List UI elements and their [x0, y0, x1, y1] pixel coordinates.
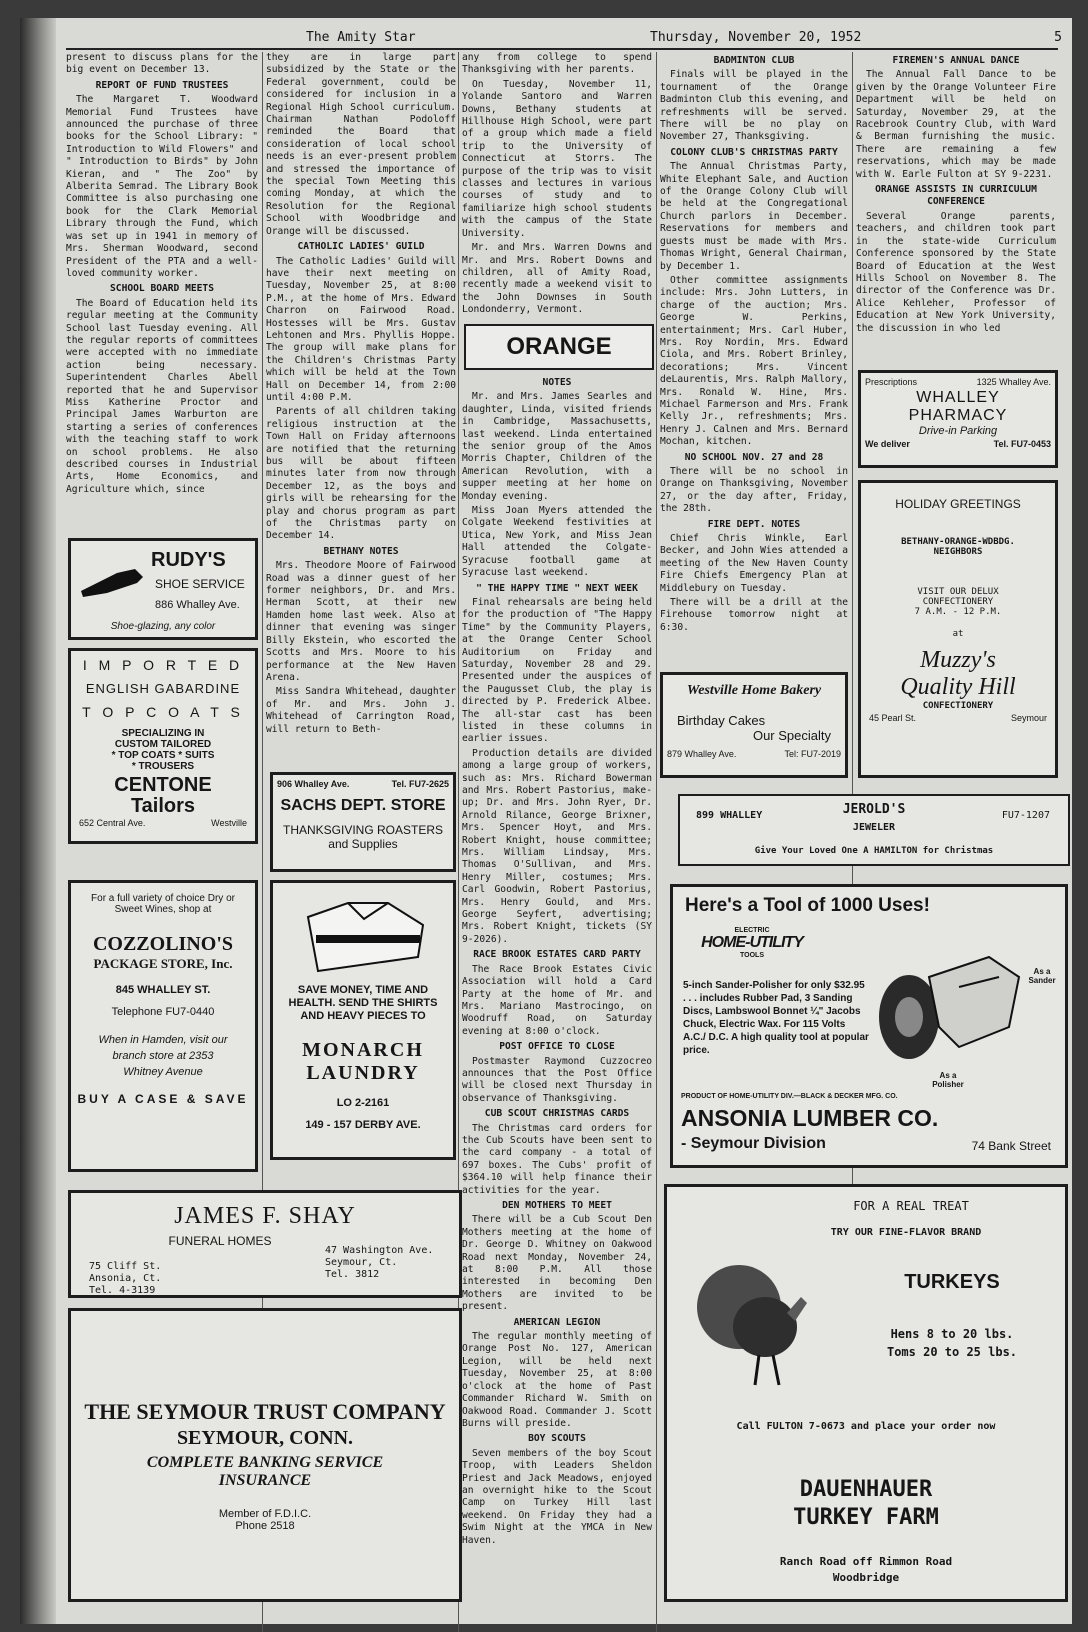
ad-line: Birthday Cakes [677, 713, 766, 728]
article-text: The Christmas card orders for the Cub Scouts have been sent to the card company - a total of 697 boxes. The Cubs' profit of $364.10 will help finance their activities for the year. [462, 1122, 652, 1196]
ad-line: Toms 20 to 25 lbs. [886, 1345, 1018, 1359]
logo-line: TOOLS [740, 952, 764, 959]
ad-line: Our Specialty [752, 728, 831, 743]
article-text: Finals will be played in the tournament of the Orange Badminton Club this evening, and refreshments will be served. There will be no play on November 27, Thanksgiving. [660, 69, 848, 143]
ad-address: 845 WHALLEY ST. [115, 984, 211, 996]
article-text: The Catholic Ladies' Guild will have their next meeting on Tuesday, November 25, at 8:00 P.M., at the home of Mrs. Edward Charron on Fairwood Road. Hostesses will be Mrs. Gustav Lehtonen and Mrs. Phyllis Hoppe. The group will make plans for the Children's Christmas Party which will be held at the Town Hall on December 14, from 2:00 until 4:00 P.M. [266, 255, 456, 403]
article-text: There will be a drill at the Firehouse tomorrow night at 6:30. [660, 597, 848, 633]
ad-address: 149 - 157 DERBY AVE. [305, 1119, 421, 1131]
ad-title: Quality Hill [900, 674, 1016, 700]
ad-phone: Phone 2518 [235, 1520, 295, 1532]
ad-address: 75 Cliff St. [89, 1261, 162, 1272]
header-rule [66, 48, 1058, 50]
ad-title: SACHS DEPT. STORE [280, 797, 446, 814]
article-text: The Annual Christmas Party, White Elephant Sale, and Auction of the Orange Colony Club will be held at the Congregational Church parlors in December. Reservations for members and guests must be made with Mrs. Thomas Wright, General Chairman, by December 1. [660, 161, 848, 272]
article-text: On Tuesday, November 11, Yolande Santoro and Warren Downs, Bethany students at Hillhouse High School, were part of a group which made a field trip to the University of Connecticut at Storrs. The purpose of the trip was to visit classes and lectures in various courses of study and to familiarize high school students with the campus of the State University. [462, 78, 652, 239]
column-1 [66, 52, 258, 538]
ad-title: Muzzy's [920, 647, 996, 673]
ad-phone: Tel. FU7-2625 [391, 779, 449, 789]
ad-header-row [861, 373, 1055, 387]
article-text: Seven members of the boy Scout Troop, with Leaders Sheldon Priest and Jack Meadows, enjoyed an overnight hike to the Scout Camp on Turkey Hill last weekend. On Friday they had a Swim Night at the YMCA in New Haven. [462, 1447, 652, 1546]
ad-muzzys-quality-hill [858, 480, 1058, 778]
newspaper-page [20, 18, 1072, 1624]
ad-address: 652 Central Ave. [79, 818, 146, 828]
column-2 [266, 52, 456, 735]
ad-line: I M P O R T E D [82, 657, 244, 673]
ad-whalley-pharmacy [858, 370, 1058, 468]
ad-title: TURKEYS [904, 1271, 1000, 1293]
ad-line: SPECIALIZING IN [121, 728, 205, 739]
ad-line: Prescriptions [865, 377, 918, 387]
issue-date: Thursday, November 20, 1952 [650, 30, 862, 45]
article-text: The Annual Fall Dance to be given by the Orange Volunteer Fire Department will be held on Saturday, November 29, at the Racebrook Country Club, with Ward & Berman furnishing the music. There are remaining a few reservations, which may be made with W. Earle Fulton at SY 9-2231. [856, 69, 1056, 180]
ad-address-row [71, 818, 255, 828]
ad-line: Member of F.D.I.C. [218, 1508, 312, 1520]
ad-title: WHALLEY [916, 389, 1000, 406]
page-number: 5 [1054, 30, 1062, 45]
article-text: Parents of all children taking religious instruction at the Town Hall on Friday afternoons are notified that the returning bus will be about fifteen minutes later from now through December 12, as the boys and girls will be rehearsing for the play and chorus program as part of the Christmas party on December 14. [266, 406, 456, 542]
ad-address-row [861, 711, 1055, 723]
ad-title: MONARCH [302, 1039, 424, 1061]
home-utility-logo [697, 927, 807, 971]
article-text: The Race Brook Estates Civic Association will hold a Card Party at the home of Mr. and Mrs. Mariano Mastrocingo, on Woodruff Road, on Saturday evening at 8:00 o'clock. [462, 963, 652, 1037]
ad-line: Call FULTON 7-0673 and place your order now [736, 1421, 996, 1432]
ad-address: 886 Whalley Ave. [155, 599, 240, 611]
article-text: any from college to spend Thanksgiving with her parents. [462, 52, 652, 76]
ad-westville-home-bakery [660, 672, 848, 778]
ad-line: ENGLISH GABARDINE [85, 681, 241, 696]
ad-address-row [663, 743, 845, 759]
turkey-icon [689, 1247, 819, 1397]
ad-town: Woodbridge [832, 1571, 900, 1584]
ad-line: at [952, 629, 964, 639]
ad-line: T O P C O A T S [82, 704, 244, 720]
ad-tagline: BUY A CASE & SAVE [77, 1092, 249, 1106]
ad-line: For a full variety of choice Dry or Sweet Wines, shop at [91, 893, 235, 915]
headline: SCHOOL BOARD MEETS [110, 283, 214, 295]
ad-address: Ansonia, Ct. [89, 1273, 162, 1284]
ad-address-seymour [325, 1245, 433, 1281]
ad-phone: Telephone FU7-0440 [111, 1006, 215, 1018]
ad-phone: Tel. 3812 [325, 1269, 380, 1280]
article-text: Final rehearsals are being held for the production of "The Happy Time" by the Community Players, at the Orange Center School Auditorium on Friday and Saturday, November 28 and 29. Presented under the auspices of the Paugusset Club, the play is directed by P. Frederick Albee. The all-star cast has been listed in these columns in earlier issues. [462, 596, 652, 745]
article-text: Chief Chris Winkle, Earl Becker, and John Wies attended a meeting of the New Haven County Fire Chiefs Emergency Plan at Middlebury on Tuesday. [660, 533, 848, 594]
article-text: Mr. and Mrs. Warren Downs and Mr. and Mrs. Robert Downs and children, all of Amity Road, recently made a weekend visit to the John Downses in South Londonderry, Vermont. [462, 242, 652, 316]
ad-subtitle: SEYMOUR, CONN. [176, 1427, 354, 1449]
page-header [66, 26, 1062, 48]
ad-address-ansonia [89, 1261, 161, 1297]
ad-line: SAVE MONEY, TIME AND HEALTH. SEND THE SHIRTS AND HEAVY PIECES TO [288, 984, 438, 1022]
ad-footer-row [861, 437, 1055, 449]
headline: FIREMEN'S ANNUAL DANCE [892, 55, 1020, 66]
article-text: Miss Joan Myers attended the Colgate Weekend festivities at Utica, New York, and Miss Jean Hall attended the Colgate-Syracuse football game at Syracuse last weekend. [462, 505, 652, 579]
ad-line: CUSTOM TAILORED [114, 739, 212, 750]
ad-line: VISIT OUR DELUX CONFECTIONERY [917, 587, 999, 607]
ad-title: Here's a Tool of 1000 Uses! [685, 895, 930, 916]
ad-line: COMPLETE BANKING SERVICE [146, 1454, 384, 1471]
headline: NO SCHOOL NOV. 27 and 28 [684, 451, 824, 463]
ad-town: Seymour [1010, 713, 1047, 723]
sander-polisher-icon [869, 927, 1029, 1077]
article-text: Postmaster Raymond Cuzzocreo announces that the Post Office will be closed next Thursday in observance of Thanksgiving. [462, 1055, 652, 1104]
ad-dauenhauer-turkey-farm [664, 1184, 1068, 1602]
ad-tagline: Give Your Loved One A HAMILTON for Christmas [754, 846, 994, 856]
ad-label: As a Sander [1028, 967, 1056, 985]
binding-gutter [20, 18, 56, 1624]
ad-line: When in Hamden, visit our branch store at 2353 Whitney Avenue [98, 1034, 228, 1078]
ad-address: 899 WHALLEY [696, 810, 763, 821]
ad-subtitle: PACKAGE STORE, Inc. [93, 956, 233, 971]
article-text: Other committee assignments include: Mrs. John Lutters, in charge of the auction; Mrs. George W. Perkins, entertainment; Mrs. Carl Huber, Mrs. Roy Nordin, Mrs. Edward Ciola, and Mrs. Robert Brinley, decorations; Mrs. Vincent deLaurentis, Mrs. Ralph Mallory, Mrs. Ronald W. Hine, Mrs. Michael Farmerson and Mrs. Frank Kelly Jr., refreshments; Mrs. Henry J. Calnen and Mrs. Bernard Mochan, kitchen. [660, 274, 848, 448]
ad-line: SHOE SERVICE [155, 577, 245, 591]
ad-seymour-trust-company [68, 1308, 462, 1602]
ad-address: 906 Whalley Ave. [277, 779, 350, 789]
article-text: There will be no school in Orange on Thanksgiving, November 27, or the day after, Friday, the 28th. [660, 466, 848, 515]
headline: POST OFFICE TO CLOSE [499, 1041, 615, 1053]
ad-title: JEROLD'S [842, 802, 906, 817]
ad-line: BETHANY-ORANGE-WDBDG. NEIGHBORS [901, 537, 1015, 557]
ad-phone: FU7-1207 [1001, 810, 1050, 821]
ad-title: PHARMACY [908, 407, 1008, 424]
ad-line: PRODUCT OF HOME-UTILITY DIV.—BLACK & DECKER MFG. CO. [681, 1093, 898, 1100]
ad-line: We deliver [865, 439, 910, 449]
article-text: Several Orange parents, teachers, and children took part in the state-wide Curriculum Conference sponsored by the State Board of Education at the West Hills School on November 8. The director of the Conference was Dr. Alice Kehleher, Professor of Education at New York University, the discussion in who led [856, 210, 1056, 334]
article-text: The Margaret T. Woodward Memorial Fund Trustees have announced the purchase of three books for the School Library: " Introduction to Wild Flowers" and " Introduction to Birds" by John Kieran, and " The Zoo" by Alberita Semrad. The Library Book Committee is also purchasing one book for the Clark Memorial Library through the Fund, which was set up in 1941 in memory of Mrs. Sherman Woodward, second President of the PTA and a well-loved community worker. [66, 94, 258, 279]
ad-line: INSURANCE [218, 1472, 312, 1489]
headline: REPORT OF FUND TRUSTEES [95, 79, 229, 91]
ad-sachs-dept-store [270, 772, 456, 872]
ad-address: 1325 Whalley Ave. [976, 377, 1051, 387]
logo-line: HOME-UTILITY [701, 934, 803, 951]
ad-title: THE SEYMOUR TRUST COMPANY [84, 1399, 446, 1424]
ad-title: COZZOLINO'S [92, 933, 234, 955]
ad-tagline: Shoe-glazing, any color [110, 621, 216, 632]
ad-line: 7 A.M. - 12 P.M. [914, 607, 1002, 617]
ad-line: * TROUSERS [131, 761, 195, 772]
ad-title: JAMES F. SHAY [174, 1203, 356, 1229]
ad-address: 879 Whalley Ave. [667, 749, 737, 759]
column-divider [656, 52, 657, 1632]
ad-town: Westville [211, 818, 247, 828]
section-title-orange: ORANGE [464, 324, 654, 370]
column-5 [856, 52, 1056, 362]
ad-line: and Supplies [328, 837, 398, 851]
ad-address: 47 Washington Ave. [325, 1245, 434, 1256]
article-text: Production details are divided among a large group of workers, such as: Mrs. Richard Bowerman and Mrs. Robert Pastorius, make-up; Dr. and Mrs. John Ryer, Dr. Arnold Rilance, George Brixner, Mrs. Spencer Hoyt, and Mrs. Robert Knight, house committee; Mrs. William Lindsay, Mrs. Thomas O'Sullivan, and Mrs. Henry Miller, costumes; Mrs. Carl Goodwin, Robert Pastorius, Mrs. Henry Gould, and Mrs. George Seyfert, advertising; Mrs. Robert Knight, tickets (SY 9-2026). [462, 747, 652, 945]
ad-ansonia-lumber [670, 884, 1068, 1168]
headline: BETHANY NOTES [323, 545, 399, 557]
article-text: The Board of Education held its regular meeting at the Community School last Tuesday evening. All the regular reports of committees were accepted with no immediate action being necessary. Superintendent Charles Abell reported that he and Supervisor Miss Katherine Proctor and Principal James Warburton are starting a series of conferences with the teaching staff to work on school problems. He also described courses in Industrial Arts, Home Economics, and Agriculture which, since [66, 297, 258, 495]
headline: ORANGE ASSISTS IN CURRICULUM CONFERENCE [875, 184, 1037, 208]
ad-address-row [273, 775, 453, 789]
article-text: Mr. and Mrs. James Searles and daughter, Linda, visited friends in Cambridge, Massachusetts, last weekend. Linda entertained the senior group of the Amos Morris Chapter, Children of the American Revolution, with a supper meeting at her home on Monday evening. [462, 391, 652, 502]
ad-title: LAUNDRY [306, 1062, 420, 1084]
headline: COLONY CLUB'S CHRISTMAS PARTY [670, 146, 838, 158]
headline: NOTES [542, 377, 572, 388]
paper-name: The Amity Star [306, 30, 416, 45]
ad-line: CONFECTIONERY [922, 701, 994, 711]
ad-title: Tailors [130, 795, 196, 817]
ad-title: RUDY'S [151, 549, 226, 571]
ad-phone: Tel. FU7-0453 [993, 439, 1051, 449]
logo-line: ELECTRIC [734, 927, 770, 934]
headline: RACE BROOK ESTATES CARD PARTY [473, 949, 641, 961]
ad-james-f-shay-funeral-homes [68, 1190, 462, 1298]
headline: BOY SCOUTS [528, 1433, 586, 1445]
ad-title: TURKEY FARM [793, 1505, 939, 1530]
headline: CATHOLIC LADIES' GUILD [297, 241, 425, 253]
article-text: The regular monthly meeting of Orange Post No. 127, American Legion, will be held next Tuesday, November 25, at 8:00 o'clock at the home of Past Commander Richard W. Smith on Oakwood Road. Commander J. Scott Burns will preside. [462, 1331, 652, 1429]
ad-line: FOR A REAL TREAT [853, 1199, 969, 1213]
column-3-top [462, 52, 652, 320]
headline: BADMINTON CLUB [713, 55, 795, 66]
article-text: There will be a Cub Scout Den Mothers meeting at the home of Dr. George D. Whitney on Oakwood Road next Monday, November 24, at 8:00 P.M. All those interested in becoming Den Mothers are invited to be present. [462, 1214, 652, 1313]
article-text: present to discuss plans for the big event on December 13. [66, 52, 258, 76]
article-text: Miss Sandra Whitehead, daughter of Mr. and Mrs. John J. Whitehead of Carrington Road, will return to Beth- [266, 686, 456, 735]
ad-title: CENTONE [114, 774, 212, 796]
ad-centone-tailors [68, 648, 258, 844]
ad-subtitle: - Seymour Division [681, 1135, 826, 1152]
ad-line: Drive-in Parking [918, 425, 998, 437]
ad-monarch-laundry [270, 880, 456, 1160]
headline: FIRE DEPT. NOTES [707, 518, 801, 530]
ad-title: ANSONIA LUMBER CO. [681, 1105, 939, 1131]
ad-title: Westville Home Bakery [686, 683, 822, 698]
headline: DEN MOTHERS TO MEET [502, 1200, 612, 1211]
ad-title: DAUENHAUER [799, 1477, 933, 1502]
ad-subtitle: FUNERAL HOMES [168, 1234, 272, 1248]
ad-address: Seymour, Ct. [325, 1257, 398, 1268]
ad-rudys-shoe-service [68, 538, 258, 640]
ad-address: Ranch Road off Rimmon Road [779, 1555, 953, 1568]
ad-cozzolinos-package-store [68, 880, 258, 1172]
column-4 [660, 52, 848, 662]
article-text: they are in large part subsidized by the State or the Federal government, could be considered for inclusion in a Regional High School curriculum. Chairman Nathan Podoloff reminded the Board that consideration of local school needs is an ever-present problem and stressed the importance of the special Town Meeting this coming Monday, at which the Resolution for the Regional School with Woodbridge and Orange will be discussed. [266, 52, 456, 237]
headline: CUB SCOUT CHRISTMAS CARDS [484, 1108, 630, 1120]
shirt-icon [298, 897, 428, 977]
column-3 [462, 374, 652, 1606]
article-text: Mrs. Theodore Moore of Fairwood Road was a dinner guest of her former neighbors, Dr. and Mrs. Herman Scott, at their new Hamden home last week. Also at dinner that evening was singer Billy Ekstein, who escorted the Scotts and Mrs. Moore to his performance at the New Haven Arena. [266, 560, 456, 683]
ad-body: 5-inch Sander-Polisher for only $32.95 . . . includes Rubber Pad, 3 Sanding Discs, Lambswool Bonnet ¼" Jacobs Chuck, Electric Wax. For 115 Volts A.C./ D.C. A high quality tool at popular price. [683, 980, 869, 1056]
ad-jerolds-jeweler [678, 794, 1070, 866]
shoe-icon [77, 561, 147, 601]
headline: " THE HAPPY TIME " NEXT WEEK [476, 582, 638, 594]
ad-address: 45 Pearl St. [869, 713, 917, 723]
headline: AMERICAN LEGION [513, 1316, 601, 1328]
ad-address: 74 Bank Street [971, 1139, 1051, 1153]
ad-line: Hens 8 to 20 lbs. [890, 1327, 1014, 1341]
ad-phone: LO 2-2161 [336, 1097, 390, 1109]
ad-line: * TOP COATS * SUITS [111, 750, 215, 761]
ad-subtitle: JEWELER [852, 822, 896, 833]
ad-line: TRY OUR FINE-FLAVOR BRAND [830, 1227, 982, 1238]
ad-phone: Tel. 4-3139 [89, 1285, 156, 1296]
ad-line: HOLIDAY GREETINGS [895, 497, 1021, 511]
ad-phone: Tel: FU7-2019 [784, 749, 841, 759]
ad-line: THANKSGIVING ROASTERS [282, 823, 444, 837]
ad-label: As a Polisher [932, 1071, 964, 1089]
